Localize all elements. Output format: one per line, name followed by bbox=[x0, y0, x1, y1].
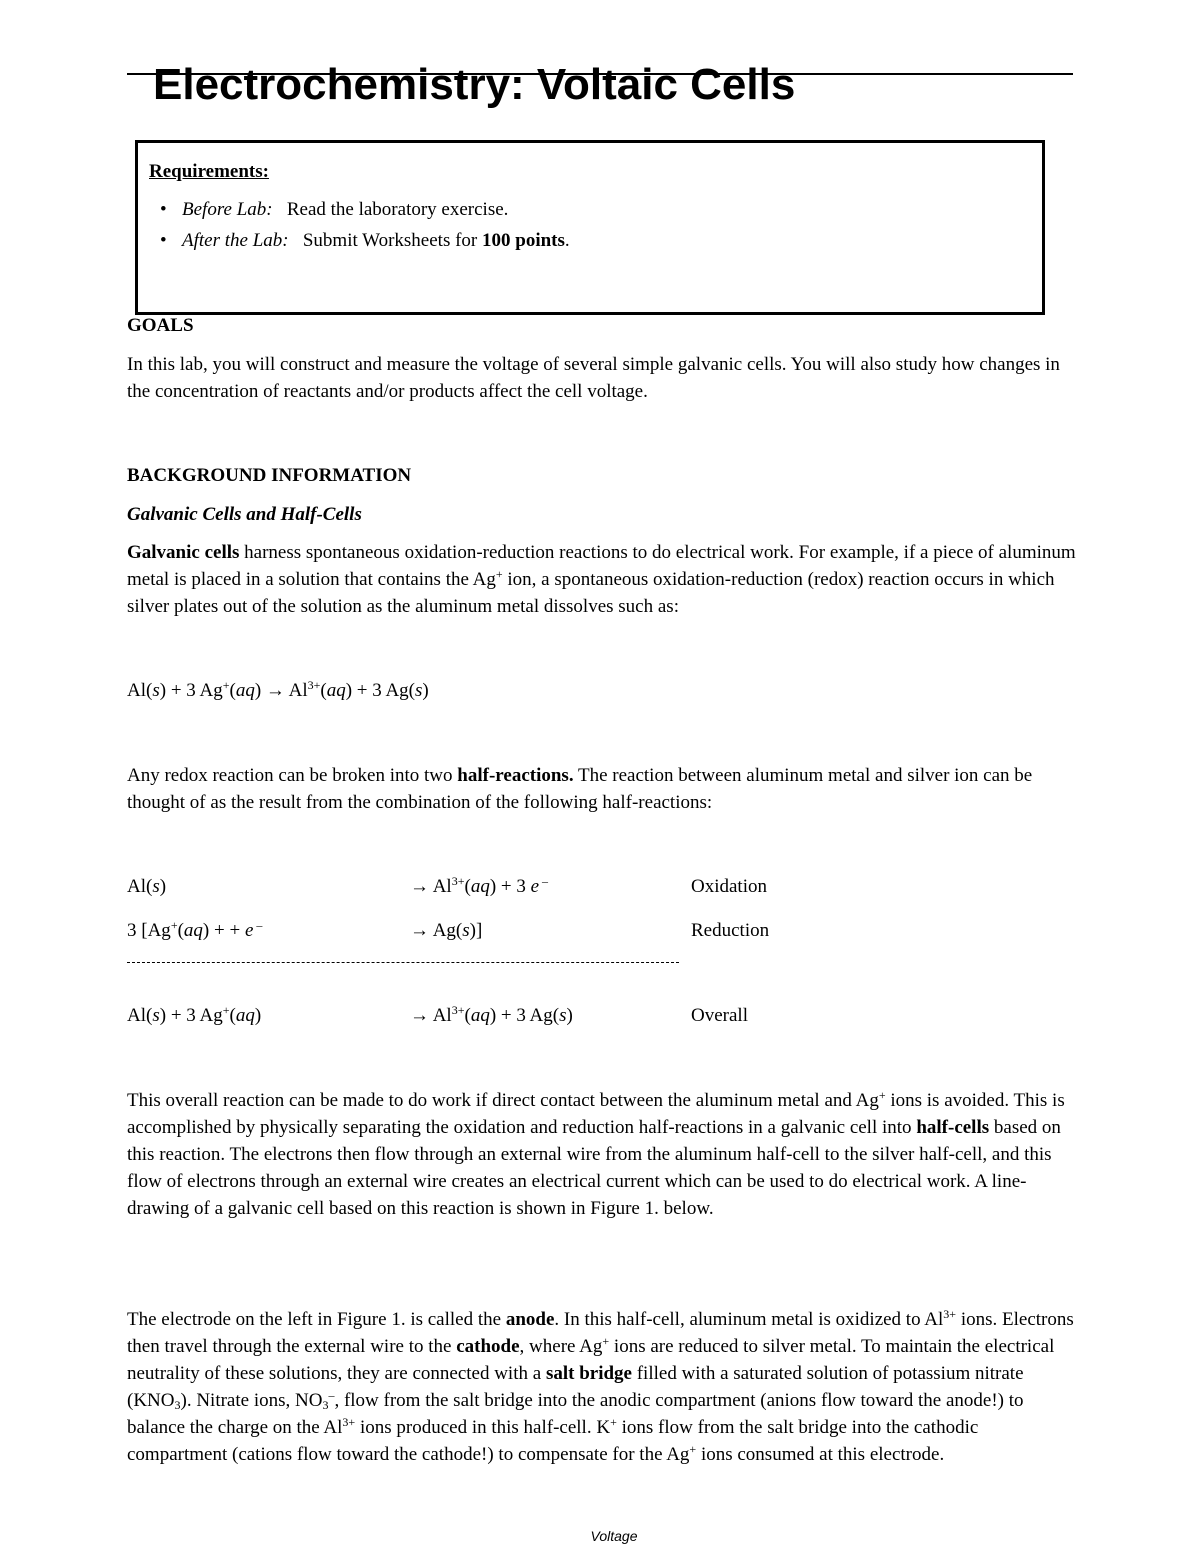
text: + bbox=[209, 920, 230, 941]
state: s bbox=[152, 680, 160, 701]
list-item bbox=[160, 228, 570, 259]
text: ions are reduced to silver metal. To maintain the electrical neutrality of these solutions, they are connected with a bbox=[127, 1336, 1055, 1384]
text: )] bbox=[469, 920, 483, 941]
charge: + bbox=[170, 918, 178, 932]
subscript: 3 bbox=[322, 1398, 329, 1412]
state: s bbox=[462, 920, 470, 941]
requirement-label: After the Lab: bbox=[182, 230, 289, 251]
requirement-text: Submit Worksheets for bbox=[302, 230, 478, 251]
period: . bbox=[564, 230, 570, 251]
term-cathode: cathode bbox=[456, 1336, 520, 1357]
separator-dashes bbox=[127, 962, 679, 963]
text: Al bbox=[127, 876, 146, 897]
state: aq bbox=[235, 1005, 255, 1026]
charge: + bbox=[610, 1415, 617, 1429]
term-half-cells: half-cells bbox=[916, 1117, 990, 1138]
bullet-icon: • bbox=[160, 199, 167, 220]
goals-text: In this lab, you will construct and measure the voltage of several simple galvanic cells. You will also study how changes in the concentration of reactants and/or products affect the cell voltage. bbox=[127, 354, 1060, 402]
text: This overall reaction can be made to do work if direct contact between the aluminum metal and Ag bbox=[127, 1090, 879, 1111]
text: → Al bbox=[410, 1005, 452, 1026]
requirement-label: Before Lab: bbox=[182, 199, 273, 220]
text: → Ag( bbox=[410, 920, 463, 941]
text: filled with a saturated solution of potassium nitrate (KNO bbox=[127, 1363, 1024, 1411]
text: 3 [Ag bbox=[127, 920, 171, 941]
goals-heading: GOALS bbox=[127, 315, 194, 336]
paragraph-half-reactions bbox=[127, 762, 1077, 816]
bullet-icon: • bbox=[160, 230, 167, 251]
reduction-product bbox=[410, 918, 482, 944]
text: ions. Electrons then travel through the external wire to the bbox=[127, 1309, 1074, 1357]
text: → Al bbox=[410, 876, 452, 897]
text: Any redox reaction can be broken into two bbox=[127, 765, 458, 786]
text: ions produced in this half-cell. K bbox=[355, 1417, 611, 1438]
background-heading: BACKGROUND INFORMATION bbox=[127, 465, 412, 486]
reduction-reactant: 3 [Ag+(aq) + + e – bbox=[127, 918, 263, 941]
term-salt-bridge: salt bridge bbox=[545, 1363, 632, 1384]
text: + 3 Ag bbox=[352, 680, 409, 701]
charge: + bbox=[689, 1442, 697, 1456]
text: , flow from the salt bridge into the anodic compartment (anions flow toward the anode!) to balance the charge on the Al bbox=[127, 1390, 1024, 1438]
text: + 3 Ag bbox=[166, 1005, 223, 1026]
state: s bbox=[415, 680, 423, 701]
requirements-list bbox=[160, 197, 570, 259]
charge: 3+ bbox=[943, 1307, 957, 1321]
term-anode: anode bbox=[505, 1309, 555, 1330]
galvanic-subheading: Galvanic Cells and Half-Cells bbox=[127, 504, 362, 525]
state: aq bbox=[183, 920, 203, 941]
text: , where Ag bbox=[519, 1336, 603, 1357]
charge: 3+ bbox=[451, 1003, 465, 1017]
charge: + bbox=[602, 1334, 610, 1348]
text: → Al bbox=[261, 680, 308, 701]
charge: – bbox=[542, 874, 549, 888]
text: + 3 bbox=[496, 876, 531, 897]
state: s bbox=[559, 1005, 567, 1026]
term-galvanic-cells: Galvanic cells bbox=[127, 542, 240, 563]
charge: + bbox=[495, 567, 503, 581]
electron: e bbox=[244, 920, 254, 941]
state: aq bbox=[470, 876, 490, 897]
state: s bbox=[152, 1005, 160, 1026]
text: The electrode on the left in Figure 1. is called the bbox=[127, 1309, 506, 1330]
requirements-box bbox=[135, 140, 1045, 315]
text: based on this reaction. The electrons then flow through an external wire from the aluminum half-cell to the silver half-cell, and this flow of electrons through an external wire creates an electrical current which can be used to do electrical work. A line-drawing of a galvanic cell based on this reaction is shown in Figure 1. below. bbox=[127, 1117, 1061, 1219]
reduction-label: Reduction bbox=[691, 920, 770, 941]
text: . In this half-cell, aluminum metal is oxidized to Al bbox=[554, 1309, 944, 1330]
points-value: 100 points bbox=[482, 230, 565, 251]
text: ion, a spontaneous oxidation-reduction (redox) reaction occurs in which silver plates out of the solution as the aluminum metal dissolves such as: bbox=[127, 569, 1055, 617]
state: aq bbox=[470, 1005, 490, 1026]
charge: – bbox=[256, 918, 263, 932]
list-item bbox=[160, 197, 570, 228]
state: aq bbox=[235, 680, 255, 701]
paragraph-galvanic-cells bbox=[127, 539, 1077, 620]
paragraph-half-cells bbox=[127, 1087, 1077, 1222]
charge: – bbox=[328, 1388, 335, 1402]
requirements-heading: Requirements: bbox=[149, 161, 269, 182]
charge: + bbox=[222, 678, 230, 692]
page-footer: Voltage bbox=[590, 1528, 638, 1544]
requirement-text: Read the laboratory exercise. bbox=[286, 199, 509, 220]
text: harness spontaneous oxidation-reduction reactions to do electrical work. For example, if a piece of aluminum metal is placed in a solution that contains the Ag bbox=[127, 542, 1076, 590]
text: ). Nitrate ions, NO bbox=[180, 1390, 323, 1411]
electron: e bbox=[530, 876, 540, 897]
text: Al bbox=[127, 1005, 146, 1026]
overall-reactant: Al(s) + 3 Ag+(aq) bbox=[127, 1003, 262, 1026]
charge: + bbox=[878, 1088, 886, 1102]
paragraph-anode-cathode bbox=[127, 1306, 1077, 1468]
state: aq bbox=[326, 680, 346, 701]
charge: 3+ bbox=[451, 874, 465, 888]
overall-label: Overall bbox=[691, 1005, 748, 1026]
charge: 3+ bbox=[307, 678, 321, 692]
charge: + bbox=[222, 1003, 230, 1017]
text: ions consumed at this electrode. bbox=[696, 1444, 945, 1465]
text: + 3 Ag bbox=[496, 1005, 553, 1026]
page-title: Electrochemistry: Voltaic Cells bbox=[153, 60, 796, 109]
text: + 3 Ag bbox=[166, 680, 223, 701]
text: ions is avoided. This is accomplished by physically separating the oxidation and reduction half-reactions in a galvanic cell into bbox=[127, 1090, 1065, 1138]
text: Al bbox=[127, 680, 146, 701]
equation-overall: Al(s) + 3 $Ag^+(aq) \to Al^{3+}(aq) + 3$ Ag(s) bbox=[127, 678, 429, 701]
oxidation-reactant: Al(s) bbox=[127, 876, 167, 897]
state: s bbox=[152, 876, 160, 897]
subscript: 3 bbox=[174, 1398, 181, 1412]
text: The reaction between aluminum metal and silver ion can be thought of as the result from the combination of the following half-reactions: bbox=[127, 765, 1033, 813]
term-half-reactions: half-reactions. bbox=[457, 765, 574, 786]
charge: 3+ bbox=[342, 1415, 356, 1429]
overall-product: → $Al^{3+}(aq) + 3$ Ag(s) bbox=[410, 1003, 573, 1026]
text: ions flow from the salt bridge into the cathodic compartment (cations flow toward the cathode!) to compensate for the Ag bbox=[127, 1417, 979, 1465]
oxidation-label: Oxidation bbox=[691, 876, 767, 897]
oxidation-product: → $Al^{3+}(aq) + 3$ e – bbox=[410, 874, 549, 897]
